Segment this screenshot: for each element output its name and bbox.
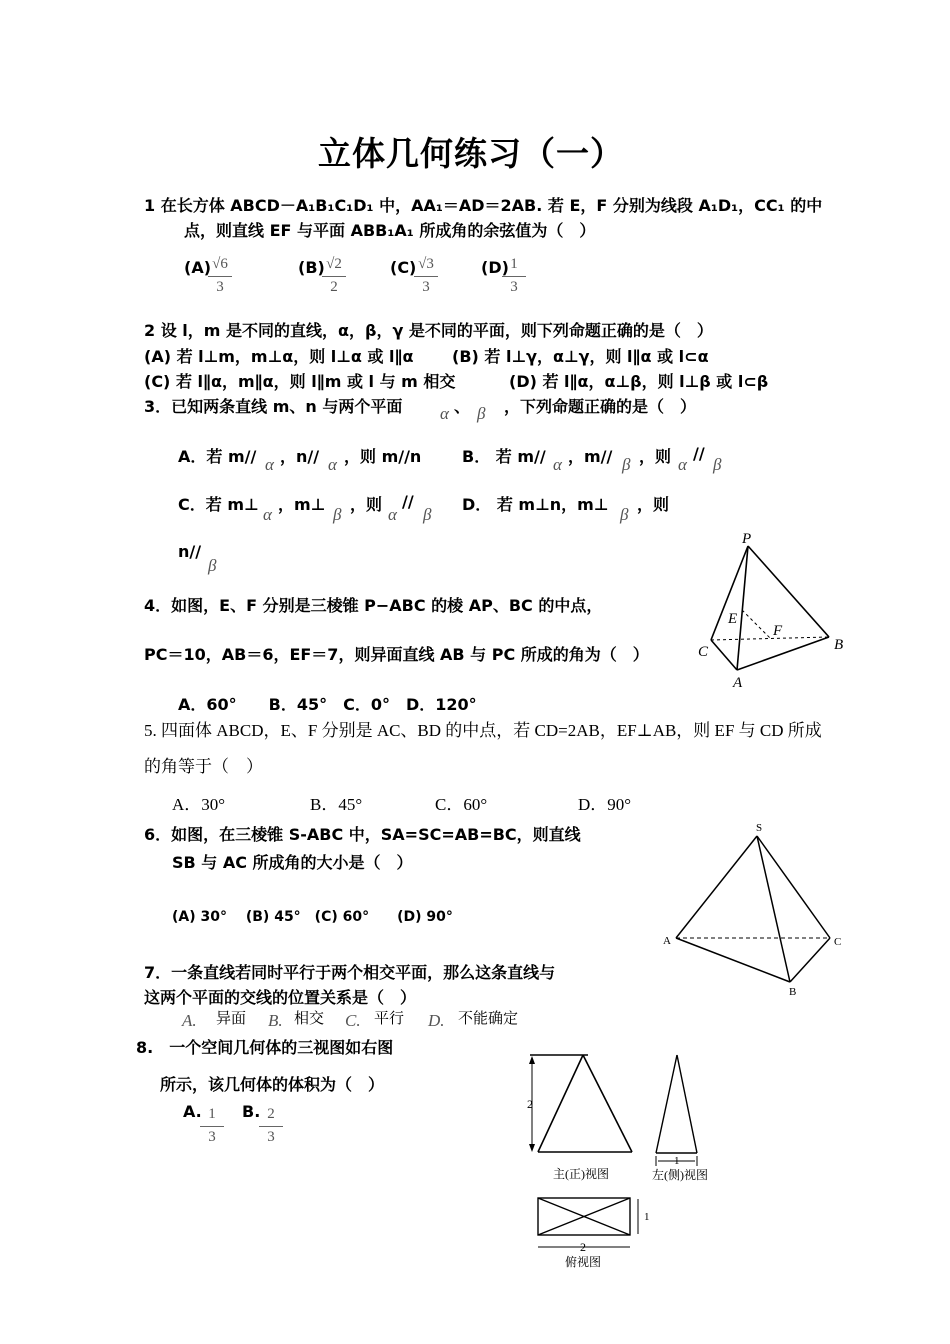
q4-label-a: A [733, 675, 743, 691]
q8-side-view [656, 1055, 697, 1166]
q5-option-b: B．45° [310, 795, 363, 814]
q1-stem-line1: 1 在长方体 ABCD－A₁B₁C₁D₁ 中，AA₁＝AD＝2AB. 若 E，F 分别为线段 A₁D₁，CC₁ 的中 [144, 196, 823, 215]
q5-option-d: D．90° [578, 795, 632, 814]
q2-option-a: (A) 若 l⊥m，m⊥α，则 l⊥α 或 l∥α [144, 347, 414, 366]
q5-option-c: C．60° [435, 795, 488, 814]
q2-option-d: (D) 若 l∥α，α⊥β，则 l⊥β 或 l⊂β [509, 372, 769, 391]
q5-stem-line1: 5. 四面体 ABCD，E、F 分别是 AC、BD 的中点，若 CD=2AB，EF⊥AB，则 EF 与 CD 所成 [144, 721, 822, 740]
q4-options: A．60° B．45° C．0° D．120° [178, 695, 477, 714]
q8-top-depth-label: 1 [644, 1211, 650, 1223]
q5-stem-line2: 的角等于（ ） [144, 757, 263, 776]
q2-stem: 2 设 l，m 是不同的直线，α，β，γ 是不同的平面，则下列命题正确的是（ ） [144, 321, 713, 340]
q8-stem-line2: 所示，该几何体的体积为（ ） [160, 1075, 385, 1094]
q7-stem-line2: 这两个平面的交线的位置关系是（ ） [144, 988, 417, 1007]
q4-label-p: P [742, 531, 752, 547]
q5-option-a: A．30° [172, 795, 226, 814]
q6-label-s: S [756, 822, 763, 834]
q2-option-c: (C) 若 l∥α，m∥α，则 l∥m 或 l 与 m 相交 [144, 372, 456, 391]
q4-stem-line2: PC＝10，AB＝6，EF＝7，则异面直线 AB 与 PC 所成的角为（ ） [144, 645, 649, 664]
q8-top-caption: 俯视图 [565, 1255, 602, 1269]
q8-front-caption: 主(正)视图 [553, 1167, 609, 1181]
q4-label-b: B [834, 637, 844, 653]
q7-stem-line1: 7．一条直线若同时平行于两个相交平面，那么这条直线与 [144, 963, 556, 982]
q1-stem-line2: 点，则直线 EF 与平面 ABB₁A₁ 所成角的余弦值为（ ） [184, 221, 596, 240]
q8-top-width-label: 2 [580, 1240, 586, 1254]
q4-label-e: E [728, 611, 738, 627]
page-title: 立体几何练习（一） [318, 134, 624, 173]
q8-side-width-label: 1 [674, 1155, 680, 1167]
q6-label-b: B [789, 986, 797, 998]
q6-options: (A) 30° (B) 45° (C) 60° (D) 90° [172, 909, 453, 925]
q4-label-f: F [773, 623, 783, 639]
q8-side-caption: 左(侧)视图 [652, 1168, 708, 1182]
q8-top-view [538, 1198, 638, 1247]
q6-label-c: C [834, 936, 842, 948]
q6-stem-line2: SB 与 AC 所成角的大小是（ ） [172, 853, 413, 872]
q2-option-b: (B) 若 l⊥γ，α⊥γ，则 l∥α 或 l⊂α [452, 347, 709, 366]
q4-stem-line1: 4．如图，E、F 分别是三棱锥 P−ABC 的棱 AP、BC 的中点， [144, 596, 603, 615]
q4-label-c: C [698, 644, 709, 660]
q6-stem-line1: 6．如图，在三棱锥 S-ABC 中，SA=SC=AB=BC，则直线 [144, 825, 581, 844]
q6-label-a: A [663, 935, 671, 947]
q8-front-height-label: 2 [527, 1097, 533, 1111]
q8-front-view [529, 1055, 632, 1152]
q8-stem-line1: 8. 一个空间几何体的三视图如右图 [136, 1038, 394, 1057]
